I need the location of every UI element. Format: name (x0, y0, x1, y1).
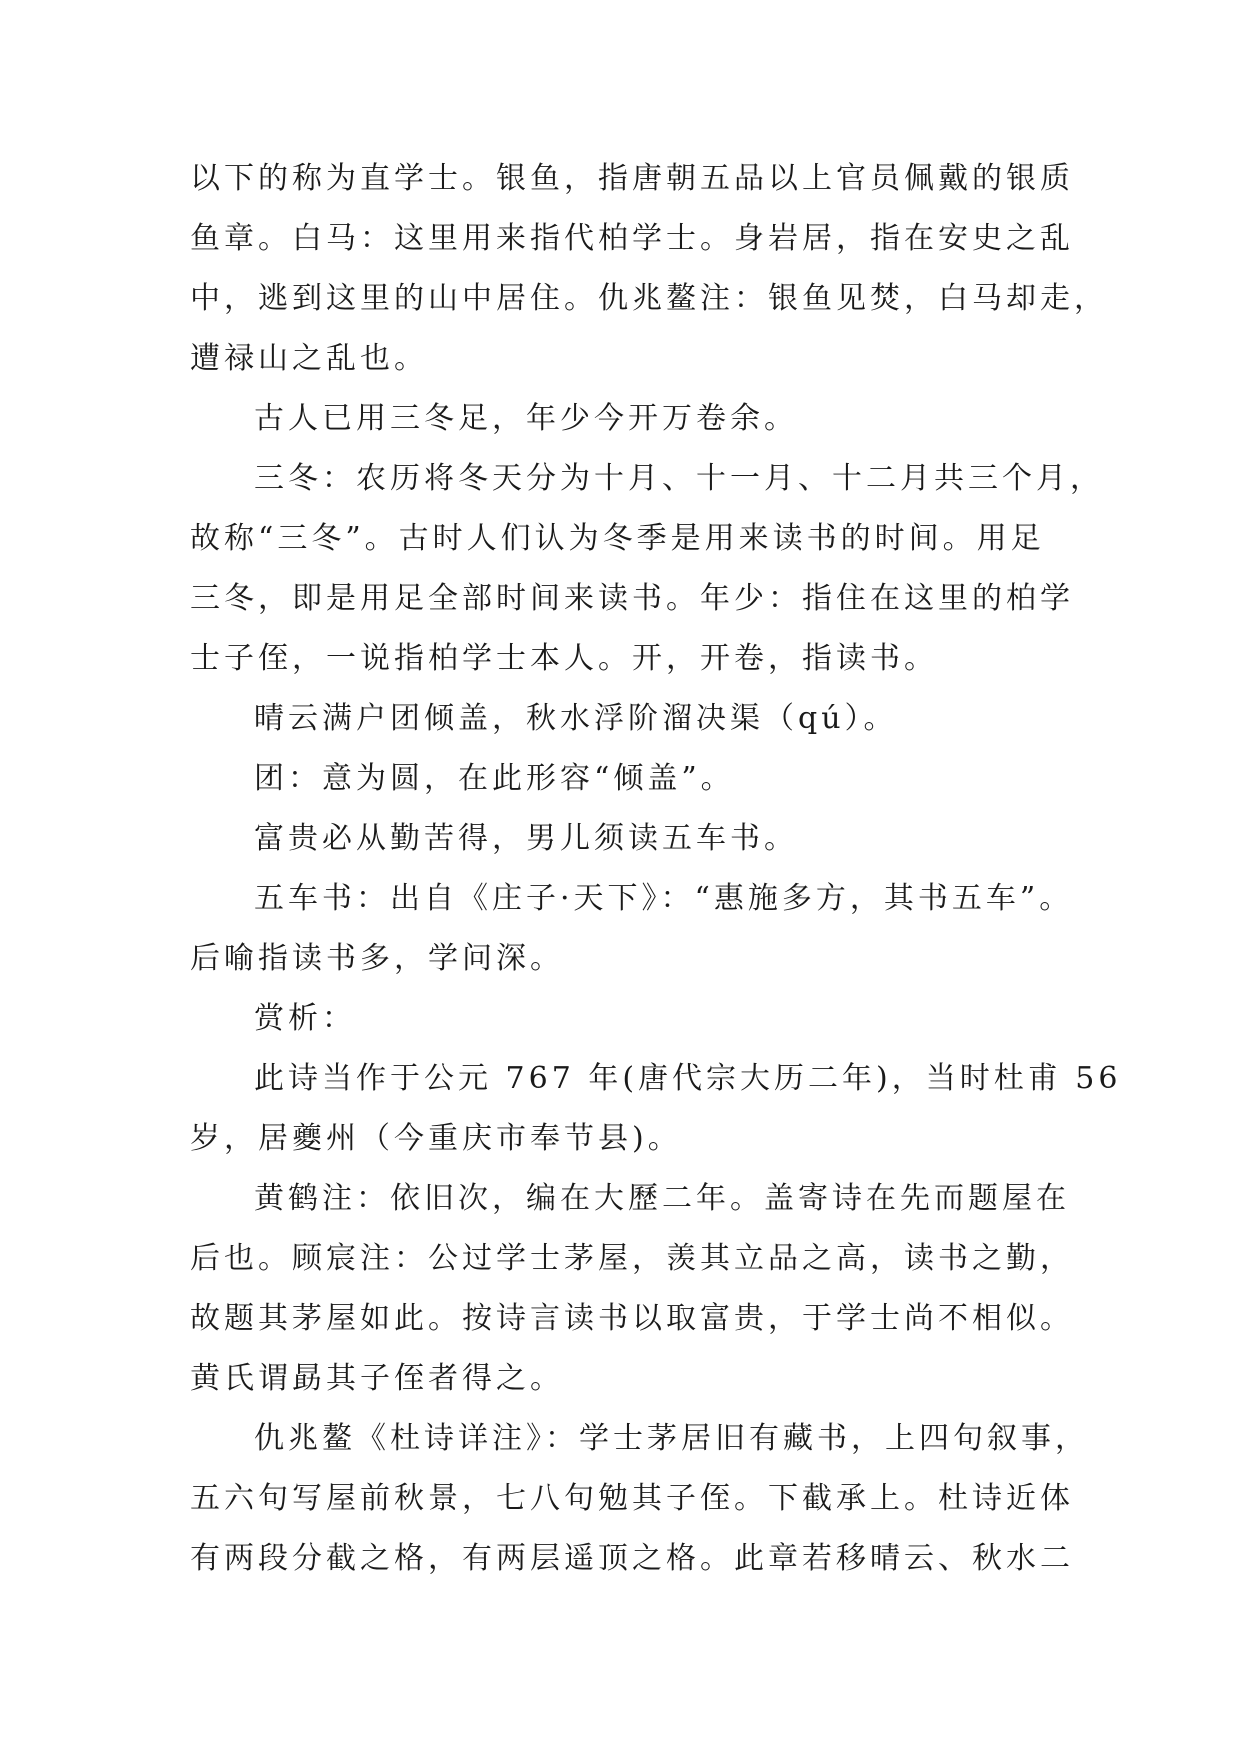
text-line: 以下的称为直学士。银鱼，指唐朝五品以上官员佩戴的银质 (190, 161, 1074, 196)
text-line: 遭禄山之乱也。 (190, 341, 428, 376)
text-line: 中，逃到这里的山中居住。仇兆鳌注：银鱼见焚，白马却走， (190, 281, 1108, 316)
text-line: 此诗当作于公元 767 年(唐代宗大历二年)，当时杜甫 56 (254, 1061, 1122, 1096)
text-line: 鱼章。白马：这里用来指代柏学士。身岩居，指在安史之乱 (190, 221, 1074, 256)
text-line: 黄鹤注：依旧次，编在大歷二年。盖寄诗在先而题屋在 (254, 1181, 1070, 1216)
text-line: 三冬，即是用足全部时间来读书。年少：指住在这里的柏学 (190, 581, 1074, 616)
text-line: 五车书：出自《庄子·天下》：“惠施多方，其书五车”。 (254, 881, 1074, 916)
text-line: 黄氏谓勗其子侄者得之。 (190, 1361, 564, 1396)
text-line: 三冬：农历将冬天分为十月、十一月、十二月共三个月， (254, 461, 1104, 496)
text-line: 晴云满户团倾盖，秋水浮阶溜决渠（qú）。 (254, 701, 898, 736)
text-line: 故称“三冬”。古时人们认为冬季是用来读书的时间。用足 (190, 521, 1045, 556)
text-line: 士子侄，一说指柏学士本人。开，开卷，指读书。 (190, 641, 938, 676)
text-line: 有两段分截之格，有两层遥顶之格。此章若移晴云、秋水二 (190, 1541, 1074, 1576)
text-line: 故题其茅屋如此。按诗言读书以取富贵，于学士尚不相似。 (190, 1301, 1074, 1336)
text-line: 岁，居夔州（今重庆市奉节县)。 (190, 1121, 682, 1156)
text-line: 后喻指读书多，学问深。 (190, 941, 564, 976)
text-line: 后也。顾宸注：公过学士茅屋，羡其立品之高，读书之勤， (190, 1241, 1074, 1276)
text-line: 五六句写屋前秋景，七八句勉其子侄。下截承上。杜诗近体 (190, 1481, 1074, 1516)
text-line: 古人已用三冬足，年少今开万卷余。 (254, 401, 798, 436)
text-line: 富贵必从勤苦得，男儿须读五车书。 (254, 821, 798, 856)
text-line: 团：意为圆，在此形容“倾盖”。 (254, 761, 735, 796)
text-line: 仇兆鳌《杜诗详注》：学士茅居旧有藏书，上四句叙事， (254, 1421, 1089, 1456)
text-line: 赏析： (254, 1001, 356, 1036)
